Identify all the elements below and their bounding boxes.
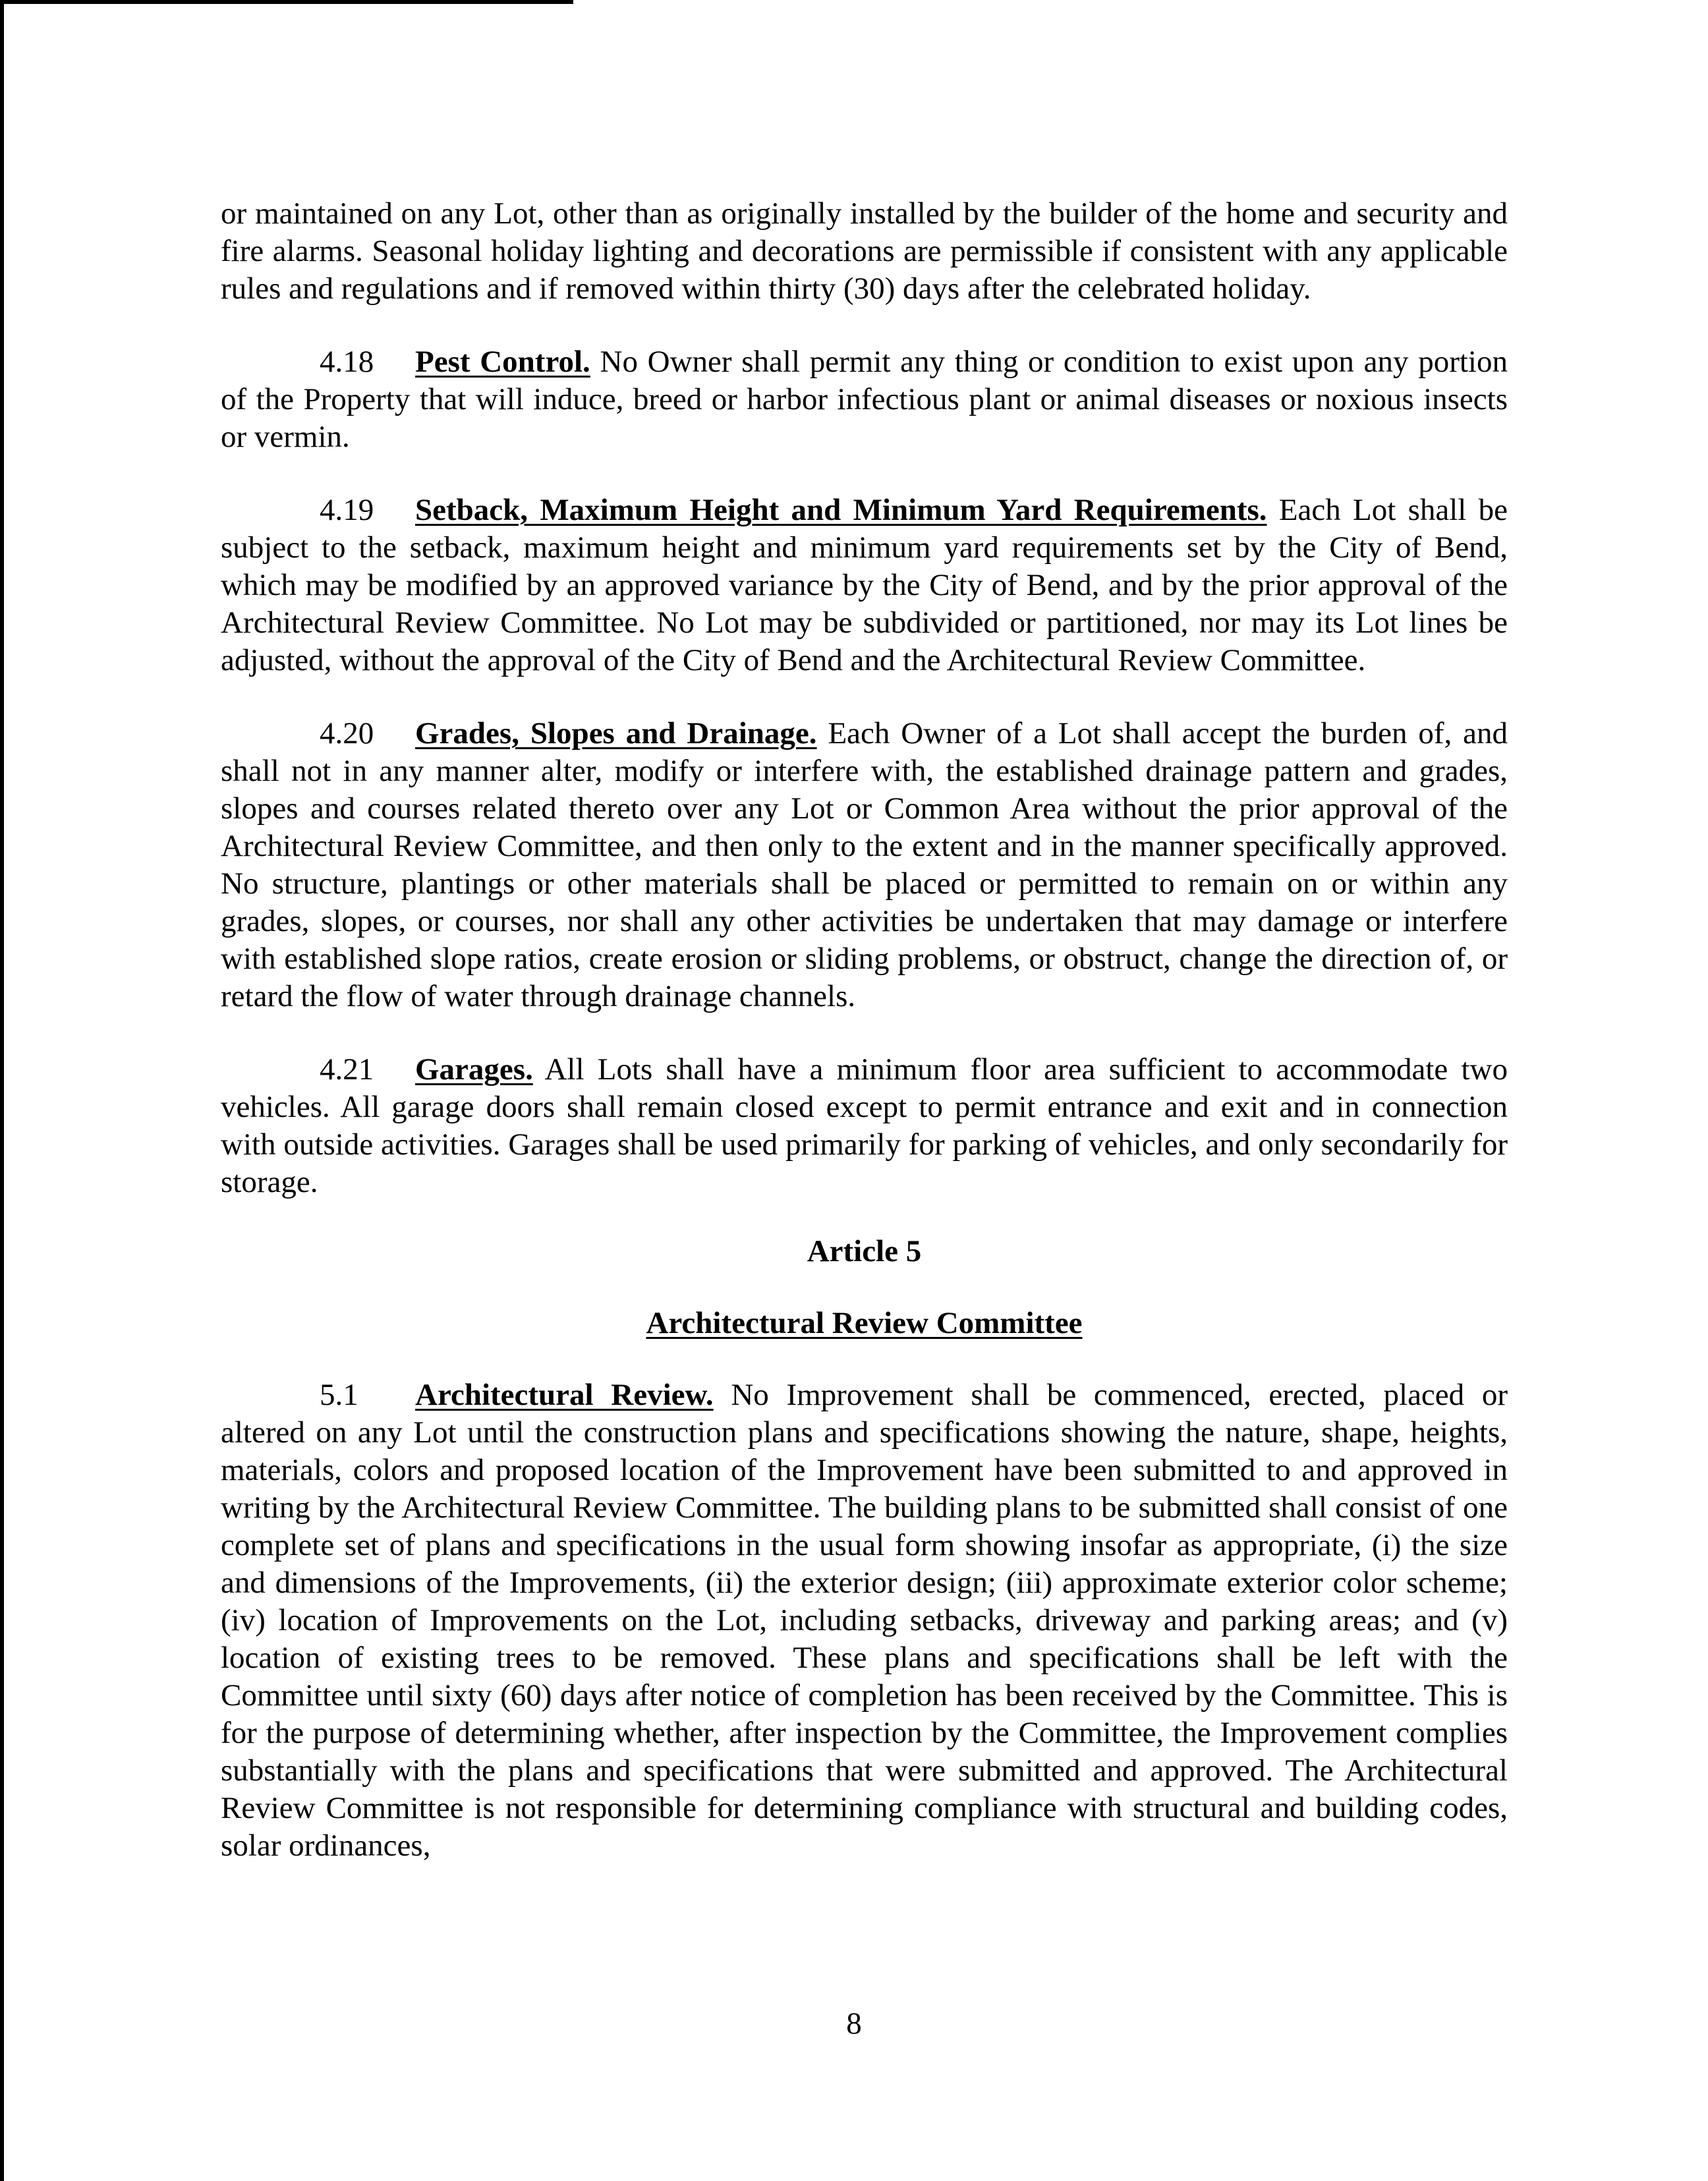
scan-border-left bbox=[0, 0, 4, 2181]
section-heading: Garages. bbox=[415, 1052, 533, 1087]
section-number: 5.1 bbox=[320, 1378, 358, 1412]
section-heading: Pest Control. bbox=[415, 345, 590, 379]
page-number: 8 bbox=[846, 2006, 862, 2041]
section-body: No Owner shall permit any thing or condition to exist upon any portion of the Property that will induce, breed or harbor infectious plant or animal diseases or noxious insects or vermin. bbox=[221, 345, 1508, 454]
section-body: No Improvement shall be commenced, erected, placed or altered on any Lot until the construction plans and specifications showing the nature, shape, heights, materials, colors and proposed location of the Improvement have been submitted to and approved in writing by the Architectural Review Committee. The building plans to be submitted shall consist of one complete set of plans and specifications in the usual form showing insofar as appropriate, (i) the size and dimensions of the Improvements, (ii) the exterior design; (iii) approximate exterior color scheme; (iv) location of Improvements on the Lot, including setbacks, driveway and parking areas; and (v) location of existing trees to be removed. These plans and specifications shall be left with the Committee until sixty (60) days after notice of completion has been received by the Committee. This is for the purpose of determining whether, after inspection by the Committee, the Improvement complies substantially with the plans and specifications that were submitted and approved. The Architectural Review Committee is not responsible for determining compliance with structural and building codes, solar ordinances, bbox=[221, 1378, 1508, 1863]
section-4-18 bbox=[221, 343, 1508, 456]
article-subtitle bbox=[221, 1305, 1508, 1342]
section-heading: Architectural Review. bbox=[415, 1378, 714, 1412]
section-4-21 bbox=[221, 1051, 1508, 1201]
article-title: Article 5 bbox=[807, 1234, 922, 1268]
scan-border-top bbox=[0, 0, 573, 4]
section-body: All Lots shall have a minimum floor area sufficient to accommodate two vehicles. All garage doors shall remain closed except to permit entrance and exit and in connection with outside activities. Garages shall be used primarily for parking of vehicles, and only secondarily for storage. bbox=[221, 1052, 1508, 1199]
section-number: 4.18 bbox=[320, 345, 374, 379]
article-subtitle-text: Architectural Review Committee bbox=[646, 1306, 1083, 1340]
section-4-19 bbox=[221, 492, 1508, 679]
section-body: Each Lot shall be subject to the setback, maximum height and minimum yard requirements set by the City of Bend, which may be modified by an approved variance by the City of Bend, and by the prior approval of the Architectural Review Committee. No Lot may be subdivided or partitioned, nor may its Lot lines be adjusted, without the approval of the City of Bend and the Architectural Review Committee. bbox=[221, 493, 1508, 677]
section-heading: Setback, Maximum Height and Minimum Yard Requirements. bbox=[415, 493, 1267, 527]
document-body bbox=[221, 195, 1508, 1865]
section-number: 4.20 bbox=[320, 716, 374, 751]
continuation-paragraph: or maintained on any Lot, other than as originally installed by the builder of the home and security and fire alarms. Seasonal holiday lighting and decorations are permissible if consistent with any applicable rules and regulations and if removed within thirty (30) days after the celebrated holiday. bbox=[221, 196, 1508, 306]
section-4-20 bbox=[221, 715, 1508, 1015]
section-body: Each Owner of a Lot shall accept the burden of, and shall not in any manner alter, modify or interfere with, the established drainage pattern and grades, slopes and courses related thereto over any Lot or Common Area without the prior approval of the Architectural Review Committee, and then only to the extent and in the manner specifically approved. No structure, plantings or other materials shall be placed or permitted to remain on or within any grades, slopes, or courses, nor shall any other activities be undertaken that may damage or interfere with established slope ratios, create erosion or sliding problems, or obstruct, change the direction of, or retard the flow of water through drainage channels. bbox=[221, 716, 1508, 1013]
section-number: 4.19 bbox=[320, 493, 374, 527]
section-number: 4.21 bbox=[320, 1052, 374, 1087]
section-5-1 bbox=[221, 1376, 1508, 1865]
section-heading: Grades, Slopes and Drainage. bbox=[415, 716, 817, 751]
